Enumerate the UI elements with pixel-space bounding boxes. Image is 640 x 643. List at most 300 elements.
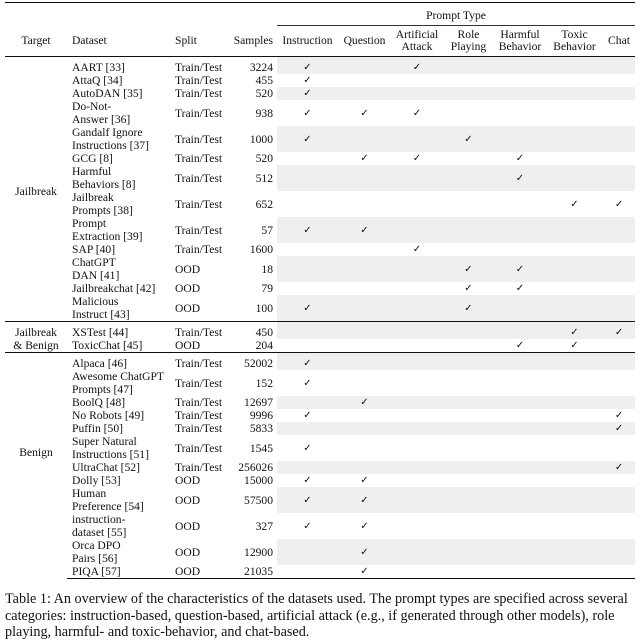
- toxic-behavior-cell: [546, 217, 603, 243]
- question-cell: [338, 513, 391, 539]
- checkmark-icon: ✓: [360, 494, 369, 506]
- question-cell: [338, 191, 391, 217]
- chat-cell: [603, 57, 635, 75]
- split-cell: OOD: [175, 339, 201, 352]
- split-cell: Train/Test: [175, 74, 223, 87]
- artificial-attack-cell: [391, 474, 443, 487]
- header-chat: Chat: [603, 26, 635, 57]
- artificial-attack-cell: [391, 513, 443, 539]
- table-group: [5, 322, 635, 353]
- harmful-behavior-cell: [494, 152, 546, 165]
- split-cell: Train/Test: [175, 441, 223, 455]
- chat-cell: [603, 339, 635, 353]
- table-group: [5, 353, 635, 579]
- checkmark-icon: ✓: [360, 107, 369, 119]
- instruction-cell: [277, 370, 338, 396]
- chat-cell: [603, 191, 635, 217]
- split-cell: Train/Test: [175, 197, 223, 211]
- artificial-attack-cell: [391, 370, 443, 396]
- split-cell: OOD: [175, 545, 201, 559]
- chat-cell: [603, 435, 635, 461]
- instruction-cell: [277, 191, 338, 217]
- artificial-attack-cell: [391, 339, 443, 353]
- dataset-cell: ToxicChat [45]: [72, 339, 143, 352]
- dataset-cell: Gandalf Ignore Instructions [37]: [72, 126, 149, 152]
- split-cell: Train/Test: [175, 422, 223, 435]
- samples-cell: 57: [261, 223, 273, 237]
- toxic-behavior-cell: [546, 152, 603, 165]
- checkmark-icon: ✓: [412, 244, 422, 255]
- instruction-cell: [277, 435, 338, 461]
- question-cell: [338, 165, 391, 191]
- artificial-attack-cell: [391, 539, 443, 565]
- dataset-cell: No Robots [49]: [72, 409, 145, 422]
- question-cell: [338, 217, 391, 243]
- samples-cell: 100: [255, 301, 273, 315]
- role-playing-cell: [443, 191, 494, 217]
- target-cell: Jailbreak: [15, 184, 57, 198]
- role-playing-cell: [443, 57, 494, 75]
- artificial-attack-cell: [391, 295, 443, 322]
- checkmark-icon: ✓: [614, 410, 624, 421]
- question-cell: [338, 243, 391, 256]
- role-playing-cell: [443, 370, 494, 396]
- split-cell: Train/Test: [175, 152, 223, 165]
- harmful-behavior-cell: [494, 513, 546, 539]
- harmful-behavior-cell: [494, 487, 546, 513]
- split-cell: OOD: [175, 519, 201, 533]
- toxic-behavior-cell: [546, 370, 603, 396]
- instruction-cell: [277, 539, 338, 565]
- toxic-behavior-cell: [546, 422, 603, 435]
- toxic-behavior-cell: [546, 322, 603, 340]
- instruction-cell: [277, 409, 338, 422]
- role-playing-cell: [443, 282, 494, 295]
- toxic-behavior-cell: [546, 126, 603, 152]
- split-cell: Train/Test: [175, 396, 223, 409]
- header-artificial-attack: Artificial Attack: [391, 26, 443, 57]
- samples-cell: 938: [255, 106, 273, 120]
- samples-cell: 52002: [230, 353, 277, 371]
- checkmark-icon: ✓: [515, 153, 525, 164]
- split-cell: OOD: [170, 565, 230, 579]
- role-playing-cell: [443, 243, 494, 256]
- harmful-behavior-cell: [494, 295, 546, 322]
- harmful-behavior-cell: [494, 256, 546, 282]
- harmful-behavior-cell: [494, 282, 546, 295]
- dataset-cell: Harmful Behaviors [8]: [72, 165, 136, 191]
- toxic-behavior-cell: [546, 474, 603, 487]
- table-row: [5, 461, 635, 474]
- artificial-attack-cell: [391, 152, 443, 165]
- table-row: [5, 422, 635, 435]
- checkmark-icon: ✓: [303, 494, 312, 506]
- dataset-cell: instruction- dataset [55]: [72, 513, 127, 539]
- prompt-type-header: Prompt Type: [277, 3, 635, 26]
- artificial-attack-cell: [391, 217, 443, 243]
- split-cell: Train/Test: [175, 132, 223, 146]
- harmful-behavior-cell: [494, 165, 546, 191]
- table-row: [5, 152, 635, 165]
- chat-cell: [603, 353, 635, 371]
- question-cell: [338, 339, 391, 353]
- chat-cell: [603, 487, 635, 513]
- split-cell: Train/Test: [175, 376, 223, 390]
- samples-cell: 12697: [244, 396, 273, 409]
- chat-cell: [603, 565, 635, 579]
- question-cell: [338, 322, 391, 340]
- artificial-attack-cell: [391, 191, 443, 217]
- checkmark-icon: ✓: [614, 327, 624, 338]
- table-row: [5, 339, 635, 353]
- header-question: Question: [338, 26, 391, 57]
- checkmark-icon: ✓: [614, 462, 624, 473]
- question-cell: [338, 487, 391, 513]
- chat-cell: [603, 322, 635, 340]
- chat-cell: [603, 165, 635, 191]
- table-caption: Table 1: An overview of the characteristics of the datasets used. The prompt types are specified across several categories: instruction-based, question-based, artificial attack (e.g., if generated through other models), role playing, harmful- and toxic-behavior, and chat-based.: [5, 591, 628, 640]
- role-playing-cell: [443, 100, 494, 126]
- checkmark-icon: ✓: [412, 107, 422, 119]
- role-playing-cell: [443, 295, 494, 322]
- instruction-cell: [277, 339, 338, 353]
- toxic-behavior-cell: [546, 74, 603, 87]
- instruction-cell: [277, 282, 338, 295]
- samples-cell: 21035: [230, 565, 277, 579]
- split-cell: OOD: [175, 262, 201, 276]
- harmful-behavior-cell: [494, 322, 546, 340]
- dataset-cell: Prompt Extraction [39]: [72, 217, 143, 243]
- harmful-behavior-cell: [494, 474, 546, 487]
- dataset-overview-table: [5, 2, 635, 579]
- samples-cell: 12900: [244, 545, 273, 559]
- harmful-behavior-cell: [494, 422, 546, 435]
- role-playing-cell: [443, 74, 494, 87]
- harmful-behavior-cell: [494, 353, 546, 371]
- samples-cell: 79: [261, 282, 273, 295]
- toxic-behavior-cell: [546, 165, 603, 191]
- instruction-cell: [277, 322, 338, 340]
- chat-cell: [603, 243, 635, 256]
- toxic-behavior-cell: [546, 539, 603, 565]
- table-row: [5, 322, 635, 340]
- samples-cell: 204: [255, 339, 273, 352]
- checkmark-icon: ✓: [464, 263, 473, 275]
- chat-cell: [603, 539, 635, 565]
- toxic-behavior-cell: [546, 339, 603, 353]
- dataset-cell: Puffin [50]: [72, 422, 123, 435]
- question-cell: [338, 126, 391, 152]
- harmful-behavior-cell: [494, 409, 546, 422]
- instruction-cell: [277, 461, 338, 474]
- checkmark-icon: ✓: [570, 340, 579, 351]
- samples-cell: 5833: [249, 422, 273, 435]
- artificial-attack-cell: [391, 87, 443, 100]
- checkmark-icon: ✓: [570, 198, 579, 210]
- artificial-attack-cell: [391, 565, 443, 579]
- chat-cell: [603, 370, 635, 396]
- artificial-attack-cell: [391, 396, 443, 409]
- table-row: [5, 353, 635, 371]
- artificial-attack-cell: [391, 243, 443, 256]
- chat-cell: [603, 409, 635, 422]
- instruction-cell: [277, 256, 338, 282]
- table-row: [5, 295, 635, 322]
- instruction-cell: [277, 474, 338, 487]
- table-row: [5, 74, 635, 87]
- chat-cell: [603, 256, 635, 282]
- toxic-behavior-cell: [546, 282, 603, 295]
- samples-cell: 450: [230, 322, 277, 340]
- dataset-cell: Dolly [53]: [72, 474, 121, 487]
- dataset-cell: Human Preference [54]: [72, 487, 144, 513]
- table-row: [5, 370, 635, 396]
- samples-cell: 652: [255, 197, 273, 211]
- role-playing-cell: [443, 565, 494, 579]
- toxic-behavior-cell: [546, 565, 603, 579]
- instruction-cell: [277, 513, 338, 539]
- samples-cell: 520: [255, 152, 273, 165]
- harmful-behavior-cell: [494, 435, 546, 461]
- question-cell: [338, 422, 391, 435]
- harmful-behavior-cell: [494, 539, 546, 565]
- chat-cell: [603, 396, 635, 409]
- checkmark-icon: ✓: [303, 442, 312, 454]
- toxic-behavior-cell: [546, 295, 603, 322]
- checkmark-icon: ✓: [303, 377, 312, 389]
- harmful-behavior-cell: [494, 126, 546, 152]
- split-cell: Train/Test: [175, 409, 223, 422]
- toxic-behavior-cell: [546, 487, 603, 513]
- checkmark-icon: ✓: [614, 423, 624, 434]
- samples-cell: 1600: [249, 243, 273, 256]
- instruction-cell: [277, 165, 338, 191]
- toxic-behavior-cell: [546, 57, 603, 75]
- harmful-behavior-cell: [494, 396, 546, 409]
- dataset-cell: Orca DPO Pairs [56]: [72, 539, 121, 565]
- target-cell: Jailbreak & Benign: [5, 322, 67, 353]
- table-row: [5, 256, 635, 282]
- split-cell: Train/Test: [175, 106, 223, 120]
- question-cell: [338, 461, 391, 474]
- artificial-attack-cell: [391, 322, 443, 340]
- harmful-behavior-cell: [494, 461, 546, 474]
- role-playing-cell: [443, 474, 494, 487]
- question-cell: [338, 353, 391, 371]
- artificial-attack-cell: [391, 409, 443, 422]
- dataset-cell: Jailbreakchat [42]: [72, 282, 156, 295]
- split-cell: Train/Test: [170, 353, 230, 371]
- checkmark-icon: ✓: [303, 224, 312, 236]
- toxic-behavior-cell: [546, 87, 603, 100]
- header-harmful-behavior: Harmful Behavior: [494, 26, 546, 57]
- checkmark-icon: ✓: [515, 172, 525, 184]
- instruction-cell: [277, 74, 338, 87]
- table-row: [5, 474, 635, 487]
- harmful-behavior-cell: [494, 100, 546, 126]
- checkmark-icon: ✓: [515, 263, 525, 275]
- checkmark-icon: ✓: [303, 302, 312, 314]
- target-cell: Benign: [5, 353, 67, 579]
- table-row: [5, 191, 635, 217]
- role-playing-cell: [443, 152, 494, 165]
- question-cell: [338, 474, 391, 487]
- question-cell: [338, 370, 391, 396]
- chat-cell: [603, 74, 635, 87]
- samples-cell: 1000: [249, 132, 273, 146]
- dataset-cell: ChatGPT DAN [41]: [72, 256, 120, 282]
- table-row: [5, 217, 635, 243]
- checkmark-icon: ✓: [570, 327, 579, 338]
- checkmark-icon: ✓: [412, 153, 422, 164]
- toxic-behavior-cell: [546, 513, 603, 539]
- header-toxic-behavior: Toxic Behavior: [546, 26, 603, 57]
- checkmark-icon: ✓: [360, 153, 369, 164]
- harmful-behavior-cell: [494, 243, 546, 256]
- checkmark-icon: ✓: [515, 283, 525, 294]
- artificial-attack-cell: [391, 126, 443, 152]
- chat-cell: [603, 100, 635, 126]
- chat-cell: [603, 282, 635, 295]
- table-row: [5, 165, 635, 191]
- dataset-cell: PIQA [57]: [67, 565, 170, 579]
- samples-cell: 520: [255, 87, 273, 100]
- artificial-attack-cell: [391, 74, 443, 87]
- instruction-cell: [277, 243, 338, 256]
- dataset-cell: Alpaca [46]: [67, 353, 170, 371]
- role-playing-cell: [443, 409, 494, 422]
- instruction-cell: [277, 422, 338, 435]
- split-cell: Train/Test: [175, 461, 223, 474]
- role-playing-cell: [443, 217, 494, 243]
- dataset-cell: Malicious Instruct [43]: [72, 295, 130, 321]
- role-playing-cell: [443, 353, 494, 371]
- instruction-cell: [277, 87, 338, 100]
- table-row: [5, 282, 635, 295]
- harmful-behavior-cell: [494, 87, 546, 100]
- question-cell: [338, 152, 391, 165]
- toxic-behavior-cell: [546, 191, 603, 217]
- samples-cell: 57500: [244, 493, 273, 507]
- split-cell: Train/Test: [175, 87, 223, 100]
- checkmark-icon: ✓: [360, 520, 369, 532]
- role-playing-cell: [443, 339, 494, 353]
- table-row: [5, 513, 635, 539]
- toxic-behavior-cell: [546, 461, 603, 474]
- checkmark-icon: ✓: [303, 358, 312, 369]
- artificial-attack-cell: [391, 282, 443, 295]
- dataset-cell: AART [33]: [72, 61, 125, 74]
- artificial-attack-cell: [391, 435, 443, 461]
- header-spacer: [5, 3, 277, 26]
- split-cell: OOD: [175, 301, 201, 315]
- split-cell: OOD: [175, 282, 201, 295]
- role-playing-cell: [443, 461, 494, 474]
- role-playing-cell: [443, 435, 494, 461]
- header-dataset: Dataset: [67, 26, 170, 57]
- split-cell: Train/Test: [170, 322, 230, 340]
- checkmark-icon: ✓: [464, 133, 473, 145]
- role-playing-cell: [443, 487, 494, 513]
- harmful-behavior-cell: [494, 217, 546, 243]
- chat-cell: [603, 217, 635, 243]
- table-row: [5, 539, 635, 565]
- toxic-behavior-cell: [546, 409, 603, 422]
- checkmark-icon: ✓: [303, 475, 312, 486]
- artificial-attack-cell: [391, 461, 443, 474]
- header-role-playing: Role Playing: [443, 26, 494, 57]
- question-cell: [338, 74, 391, 87]
- table-row: [5, 435, 635, 461]
- split-cell: OOD: [175, 493, 201, 507]
- dataset-cell: UltraChat [52]: [72, 461, 140, 474]
- checkmark-icon: ✓: [303, 107, 312, 119]
- chat-cell: [603, 126, 635, 152]
- checkmark-icon: ✓: [303, 88, 312, 99]
- instruction-cell: [277, 565, 338, 579]
- chat-cell: [603, 152, 635, 165]
- table-group: [5, 57, 635, 322]
- checkmark-icon: ✓: [515, 340, 525, 351]
- instruction-cell: [277, 295, 338, 322]
- samples-cell: 152: [255, 376, 273, 390]
- instruction-cell: [277, 217, 338, 243]
- header-split: Split: [170, 26, 230, 57]
- table-row: [5, 100, 635, 126]
- table-row: [5, 409, 635, 422]
- harmful-behavior-cell: [494, 370, 546, 396]
- dataset-cell: AttaQ [34]: [72, 74, 123, 87]
- table-row: [5, 487, 635, 513]
- dataset-cell: Awesome ChatGPT Prompts [47]: [72, 370, 164, 396]
- role-playing-cell: [443, 87, 494, 100]
- split-cell: Train/Test: [175, 243, 223, 256]
- samples-cell: 18: [261, 262, 273, 276]
- question-cell: [338, 282, 391, 295]
- chat-cell: [603, 474, 635, 487]
- role-playing-cell: [443, 396, 494, 409]
- dataset-cell: BoolQ [48]: [72, 396, 126, 409]
- header-samples: Samples: [230, 26, 277, 57]
- header-instruction: Instruction: [277, 26, 338, 57]
- question-cell: [338, 409, 391, 422]
- harmful-behavior-cell: [494, 74, 546, 87]
- chat-cell: [603, 461, 635, 474]
- chat-cell: [603, 422, 635, 435]
- question-cell: [338, 57, 391, 75]
- checkmark-icon: ✓: [464, 283, 473, 294]
- artificial-attack-cell: [391, 165, 443, 191]
- instruction-cell: [277, 57, 338, 75]
- toxic-behavior-cell: [546, 243, 603, 256]
- dataset-cell: AutoDAN [35]: [72, 87, 143, 100]
- samples-cell: 512: [255, 171, 273, 185]
- checkmark-icon: ✓: [303, 75, 312, 86]
- question-cell: [338, 100, 391, 126]
- artificial-attack-cell: [391, 256, 443, 282]
- checkmark-icon: ✓: [360, 224, 369, 236]
- harmful-behavior-cell: [494, 57, 546, 75]
- checkmark-icon: ✓: [303, 133, 312, 145]
- toxic-behavior-cell: [546, 256, 603, 282]
- checkmark-icon: ✓: [464, 302, 473, 314]
- artificial-attack-cell: [391, 353, 443, 371]
- samples-cell: 327: [255, 519, 273, 533]
- question-cell: [338, 396, 391, 409]
- role-playing-cell: [443, 513, 494, 539]
- chat-cell: [603, 295, 635, 322]
- harmful-behavior-cell: [494, 339, 546, 353]
